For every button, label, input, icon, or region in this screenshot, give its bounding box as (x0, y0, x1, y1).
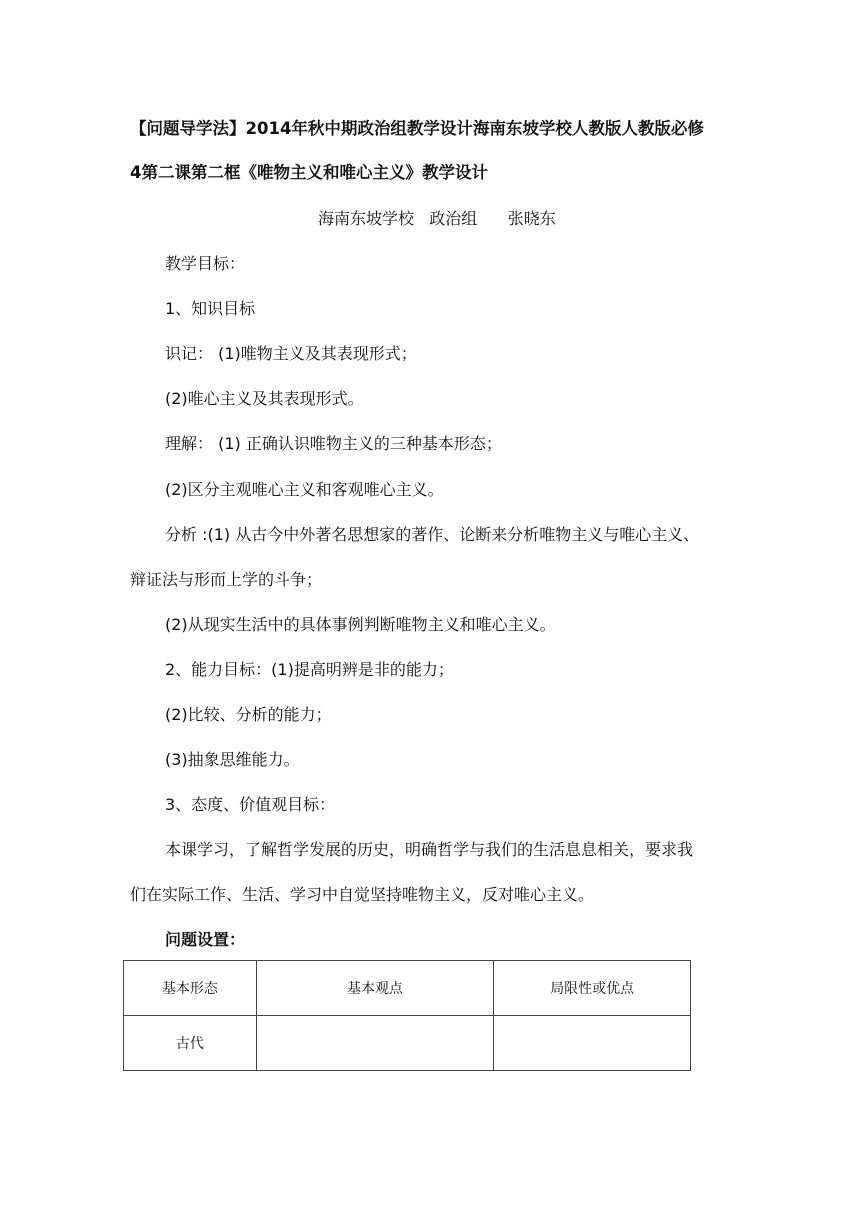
attitude-paragraph-line-2: 们在实际工作、生活、学习中自觉坚持唯物主义，反对唯心主义。 (130, 885, 595, 904)
analyze-item-2: (2)从现实生活中的具体事例判断唯物主义和唯心主义。 (165, 615, 556, 634)
table-header-cell: 基本观点 (256, 961, 494, 1016)
ability-item-3: (3)抽象思维能力。 (165, 750, 300, 769)
table-header-cell: 基本形态 (124, 961, 257, 1016)
analyze-item-1: 分析 :(1) 从古今中外著名思想家的著作、论断来分析唯物主义与唯心主义、 (165, 525, 700, 544)
ability-item-2: (2)比较、分析的能力； (165, 705, 332, 724)
understand-item-1: 理解： (1) 正确认识唯物主义的三种基本形态； (165, 434, 502, 453)
ability-objective: 2、能力目标：(1)提高明辨是非的能力； (165, 660, 454, 679)
knowledge-objective-heading: 1、知识目标 (165, 299, 256, 318)
table-header-row (124, 961, 691, 1016)
author-line: 海南东坡学校 政治组 张晓东 (318, 209, 556, 228)
attitude-objective-heading: 3、态度、价值观目标： (165, 795, 336, 814)
memorize-item-1: 识记： (1)唯物主义及其表现形式； (165, 344, 417, 363)
document-title-line-2: 4第二课第二框《唯物主义和唯心主义》教学设计 (130, 163, 488, 182)
analyze-item-1-continued: 辩证法与形而上学的斗争； (130, 570, 323, 589)
table-header-cell: 局限性或优点 (494, 961, 691, 1016)
table-row (124, 1016, 691, 1071)
teaching-objectives-heading: 教学目标： (165, 254, 246, 273)
question-table (123, 960, 691, 1071)
document-title-line-1: 【问题导学法】2014年秋中期政治组教学设计海南东坡学校人教版人教版必修 (130, 119, 704, 138)
table-cell (256, 1016, 494, 1071)
question-setting-heading: 问题设置： (165, 930, 246, 949)
table-cell (494, 1016, 691, 1071)
attitude-paragraph-line-1: 本课学习，了解哲学发展的历史，明确哲学与我们的生活息息相关，要求我 (165, 840, 694, 859)
table-cell: 古代 (124, 1016, 257, 1071)
memorize-item-2: (2)唯心主义及其表现形式。 (165, 389, 364, 408)
understand-item-2: (2)区分主观唯心主义和客观唯心主义。 (165, 480, 444, 499)
